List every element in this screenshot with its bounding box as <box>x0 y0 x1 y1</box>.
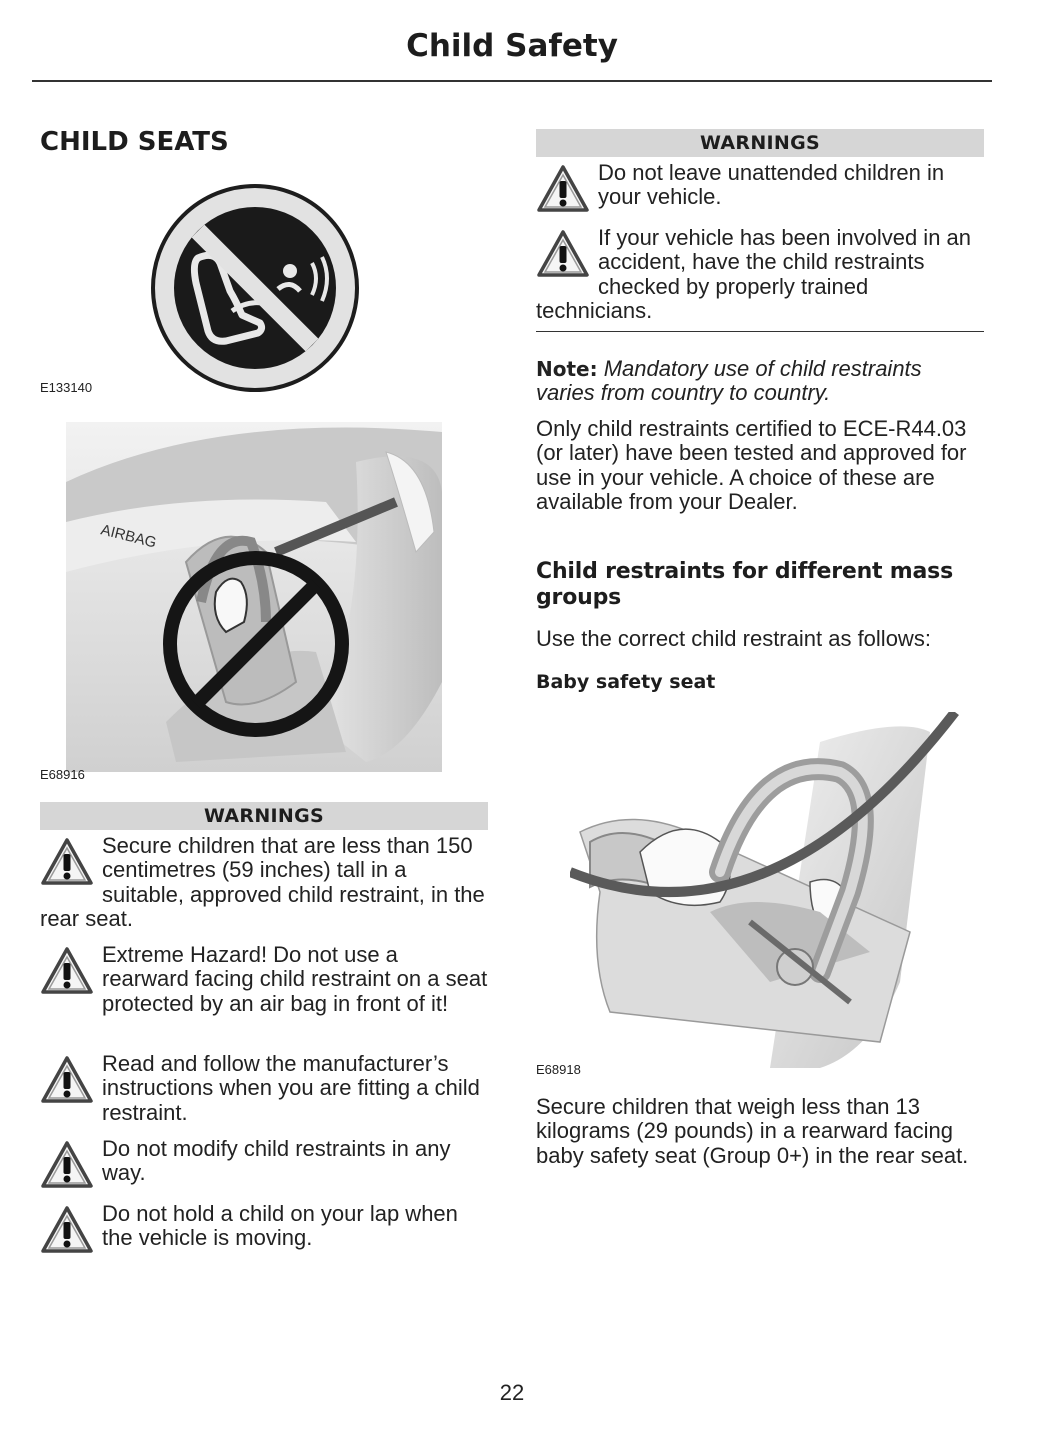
warning-item <box>40 1137 488 1191</box>
warning-triangle-icon <box>40 836 94 888</box>
warning-item <box>40 943 488 1016</box>
warnings-divider <box>536 331 984 332</box>
warning-triangle-icon <box>40 1139 94 1191</box>
warning-text: Do not hold a child on your lap when the vehicle is moving. <box>102 1201 458 1251</box>
warning-text: Do not modify child restraints in any way. <box>102 1136 451 1186</box>
warning-item <box>40 1202 488 1256</box>
figure-code: E68918 <box>536 1062 581 1077</box>
warning-item <box>536 226 984 324</box>
figure-code: E133140 <box>40 380 93 395</box>
warning-triangle-icon <box>40 945 94 997</box>
note <box>536 357 984 406</box>
figure-code: E68916 <box>40 767 85 782</box>
note-text: Mandatory use of child restraints varies from country to country. <box>536 356 922 406</box>
warnings-header: WARNINGS <box>40 802 488 830</box>
page-title: Child Safety <box>406 28 618 64</box>
warnings-header: WARNINGS <box>536 129 984 157</box>
airbag-label: AIRBAG <box>99 521 159 552</box>
warning-item <box>40 834 488 932</box>
warning-triangle-icon <box>536 228 590 280</box>
warning-text: Secure children that are less than 150 centimetres (59 inches) tall in a suitable, approved child restraint, in the rear seat. <box>40 833 485 932</box>
warning-triangle-icon <box>40 1204 94 1256</box>
section-heading-child-seats: CHILD SEATS <box>40 127 229 157</box>
warning-triangle-icon <box>40 1054 94 1106</box>
instruction-paragraph: Use the correct child restraint as follows: <box>536 626 931 651</box>
warning-text: Read and follow the manufacturer’s instructions when you are fitting a child restraint. <box>102 1051 480 1125</box>
certification-paragraph: Only child restraints certified to ECE-R44.03 (or later) have been tested and approved for use in your vehicle. A choice of these are available from your Dealer. <box>536 416 967 515</box>
baby-seat-paragraph: Secure children that weigh less than 13 kilograms (29 pounds) in a rearward facing baby safety seat (Group 0+) in the rear seat. <box>536 1094 969 1168</box>
page-number: 22 <box>499 1380 525 1405</box>
warning-text: Extreme Hazard! Do not use a rearward facing child restraint on a seat protected by an air bag in front of it! <box>102 942 488 1016</box>
subheading-mass-groups: Child restraints for different mass groups <box>536 559 953 610</box>
warning-text: If your vehicle has been involved in an accident, have the child restraints checked by properly trained technicians. <box>536 225 972 324</box>
note-label: Note: <box>536 357 598 381</box>
warning-text: Do not leave unattended children in your vehicle. <box>598 160 945 210</box>
warning-item <box>40 1052 488 1125</box>
warning-triangle-icon <box>536 163 590 215</box>
airbag-child-seat-illustration <box>66 422 442 772</box>
warning-item <box>536 161 984 215</box>
title-divider <box>32 80 992 82</box>
heading-baby-safety-seat: Baby safety seat <box>536 671 716 693</box>
no-child-seat-airbag-icon <box>150 183 360 393</box>
baby-safety-seat-illustration <box>570 712 966 1068</box>
